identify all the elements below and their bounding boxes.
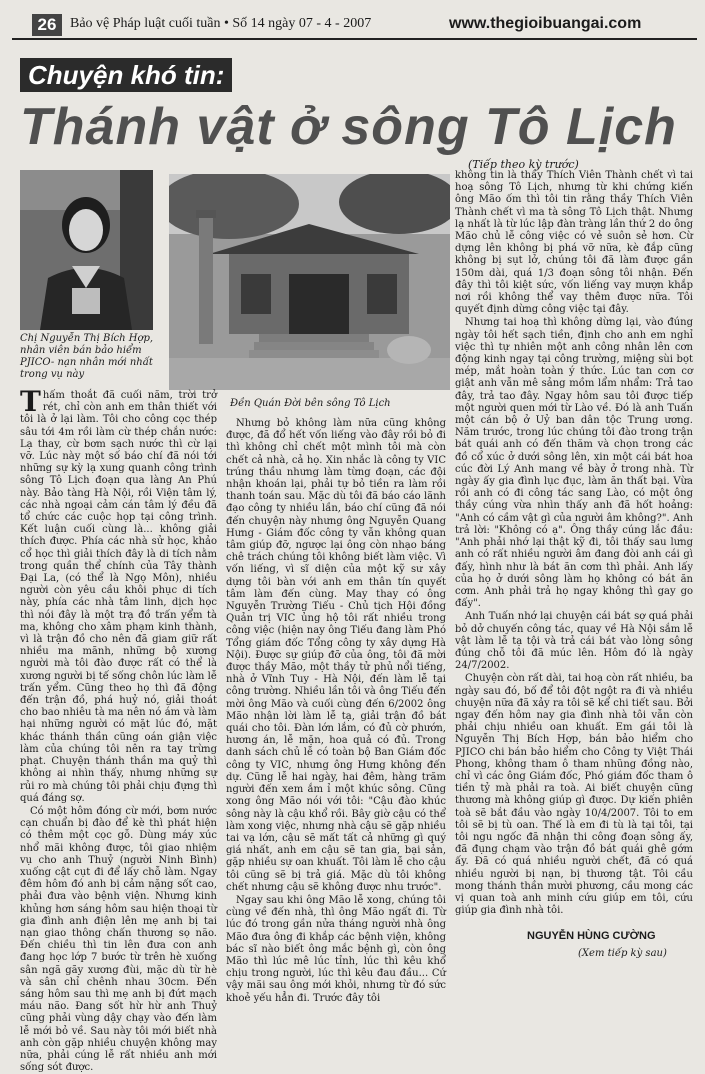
to-be-continued-note: (Xem tiếp kỳ sau) [578,948,667,959]
portrait-photo [20,170,153,330]
column-3-paragraph-2: Nhưng tai hoạ thì không dừng lại, vào đúng ngày tôi hết sạch tiền, định cho anh em nghỉ việc thì tự nhiên một anh công nhân lên cơn động kinh ngay tại công trường, miệng sùi bọt mép, mắt hoàn toàn ý thức. Lúc tan cơn cơ giật anh vẫn mê sảng mồm lẩm nhẩm: Trả tao đây, trả tao đây. Ngay hôm sau tôi được tiếp một người quen mới từ Lào về. Đó là anh Tuấn một cán bộ ở Uỷ ban dân tộc Trung ương. Năm trước, trong lúc chúng tôi đào trong trận bát quái anh có đến thăm và chọn trong các đồ cổ xúc ở dưới sông lên, xin một cái bát hoa cúc đời Lý Anh mang về bày ở trong nhà. Từ ngày ấy gia đình lục đục, làm ăn thất bại. Vừa rồi anh có đi công tác sang Lào, có một ông thầy cúng vừa nhìn thấy anh đã hốt hoảng: "Anh có cầm vật gì của người âm không?". Anh trả lời: "Không có ạ". Ông thầy cúng lắc đầu: "Anh phải nhớ lại thật kỹ đi, tôi thấy sau lưng anh có rất nhiều người âm đang đòi anh cái gì đấy, hình như là bát ăn cơm thì phải. Anh lấy của họ ở dưới sông làm họ không có bát ăn cơm. Anh phải trả họ ngay không thì gay go đấy". [455,317,693,610]
continued-note: (Tiếp theo kỳ trước) [468,158,579,171]
column-2-paragraph-1: Nhưng bỏ không làm nữa cũng không được, đã đổ hết vốn liếng vào đây rồi bỏ đi thì không chỉ chết một mình tôi mà còn chết cả nhà, cả họ. Xin nhắc là công ty VIC trúng thầu nhưng làm từng đoạn, các đội nhận khoán lại, phải tự bỏ tiền ra làm rồi thanh toán sau. Mặc dù tôi đã báo cáo lãnh đạo công ty nhiều lần, báo chí cũng đã nói đến chuyện này nhưng ông Nguyễn Quang Hưng - Giám đốc công ty vẫn không quan tâm giúp đỡ, ngược lại ông còn nhạo báng chê trách chúng tôi không biết làm việc. Vì vốn liếng, vì sĩ diện của một kỹ sư xây dựng tôi bàn với anh em thân tín quyết tâm làm đến cùng. May thay có ông Nguyễn Trường Tiếu - Chủ tịch Hội đồng Quản trị VIC ủng hộ tôi rất nhiều trong công việc (hiện nay ông Tiếu đang làm Phó Tổng giám đốc Tổng công ty xây dựng Hà Nội). Được sự giúp đỡ của ông, tôi đã mời được thầy Mão, một thầy tử phủ nổi tiếng, nhà ở Vĩnh Tuy - Hà Nội, đến làm lễ tại công trường. Nhiều lần tôi và ông Tiếu đến mời ông Mão và cuối cùng đến 6/2002 ông Mão nhận lời làm lễ tạ, giải trận đồ bát quái cho tôi. Đàn lớn lắm, có đủ cờ phướn, hương án, lễ mặn, hoa quả có đủ. Trong danh sách chủ lễ có toàn bộ Ban Giám đốc công ty VIC, nhưng ông Hưng không đến dự. Cũng lễ hai ngày, hai đêm, hàng trăm người đến xem ắm ỉ một khúc sông. Cũng xong ông Mão nói với tôi: "Cậu đào khúc sông này là cậu khổ rồi. Bây giờ cậu có thể làm xong việc, nhưng nhà cậu sẽ gặp nhiều tai vạ lớn, cậu sẽ mất tất cả những gì quý giá nhất, anh em cậu sẽ tan gia, bại sản, gặp nhiều sự oan khuất. Tôi làm lễ cho cậu tôi cũng sẽ bị trả giá. Mặc dù tôi không chết nhưng cậu sẽ không được nhu trước". [226,418,446,893]
page-header [12,10,697,40]
column-1-paragraph-1: hấm thoắt đã cuối năm, trời trở rét, chỉ còn anh em thân thiết với tôi là ở lại làm. Tôi cho công cọc thép sâu tới 4m rồi làm cừ thép chắn nước: Lạ thay, cừ bơm sạch nước thì cừ lại vỡ. Lúc này một số báo chí đã nói tới những sự kỳ lạ xung quanh công trình sông Tô Lịch đoạn qua làng An Phú này. Bảo tàng Hà Nội, rồi Viện tâm lý, các nhà ngoại cảm cán tâm lý đều đã tổ chức các cuộc họp tại công trình. Kết luận cuối cùng là... không giải thích được. Phía các nhà sử học, khảo cổ học thì giải thích đây là di tích nằm trong quần thể chính của Tây thành Đại La, (có thể là Ngọ Môn), nhiều người còn yêu cầu khôi phục di tích này, phía các nhà tâm linh, dịch học thì nói đây là một trạ đồ trấn yểm tà ma, không cho xâm phạm kinh thành, vì là trận đồ cho nên đã giam giữ rất nhiều ma mãnh, những bộ xương người mà tôi đào được rất có thể là xương người bị tế sống chôn lúc làm lễ trấn yểm. Cũng theo họ thì đã động đến trận đồ, phá huỷ nó, giải thoát cho bao nhiêu tà ma nên nó ám và làm hại những người có mặt lúc đó, mặt khác thánh thần cũng oán giận việc làm của chúng tôi nên ra tay trừng phạt. Chuyện thánh thần ma quỷ thì không ai nhìn thấy, nhưng những sự rủi ro mà chúng tôi phải chịu đựng thì quá đáng sợ. [20,390,217,804]
temple-caption: Đền Quán Đời bên sông Tô Lịch [230,398,391,409]
article-title: Thánh vật ở sông Tô Lịch [20,98,677,156]
portrait-photo-illustration [20,170,153,330]
article-column-2 [226,418,446,1004]
column-1-paragraph-2: Có một hôm đóng cừ mới, bơm nước cạn chuẩn bị đào để kè thì phát hiện có thêm một cọc gỗ. Dùng máy xúc nhổ mãi không được, tôi giao nhiệm vụ cho anh Thuỷ (người Ninh Bình) xuống cật cụt đi để lấy chỗ làm. Ngay đêm hôm đó anh bị cảm nặng sốt cao, phải đưa vào bệnh viện. Nhưng kinh khủng hơn sáng hôm sau hiện thoại từ gia đình anh điện lên mẹ anh bị tai nạn giao thông chấn thương sọ não. Đến chiều thì tin lên đưa con anh đang học lớp 7 bước từ trên hè xuống sân ngã gãy xương đùi, mặc dù từ hè và sân chỉ chênh nhau 30cm. Đến sáng hôm sau thì mẹ anh bị đứt mạch máu não. Đang sốt hừ hừ anh Thuỷ cũng phải vùng dậy chạy vào đến làm lễ mới bỏ về. Sau này tôi mới biết nhà anh còn gặp nhiều chuyện không may nữa, phải cúng lễ rất nhiều anh mới sống sót được. [20,805,217,1074]
temple-photo [169,174,450,390]
drop-cap: T [20,385,41,418]
publication-line: Bảo vệ Pháp luật cuối tuần • Số 14 ngày 07 - 4 - 2007 [70,16,372,31]
column-3-paragraph-3: Anh Tuấn nhớ lại chuyện cái bát sợ quá phải bỏ dở chuyến công tác, quay về Hà Nội sắm lễ vật làm lễ tạ tội và trả cái bát vào lòng sông đúng chỗ tôi đã múc lên. Hôm đó là ngày 24/7/2002. [455,611,693,672]
column-3-paragraph-1: không tin là thầy Thích Viên Thành chết vì tai hoạ sông Tô Lịch, nhưng từ khi chứng kiến ông Mão ốm thì tôi tin rằng thầy Thích Viên Thành chết vì ma tà sông Tô Lịch thật. Nhưng lạ nhất là từ lúc lập đàn tràng lần thứ 2 do ông Mão chủ lễ công việc có vẻ suôn sẻ hơn. Cừ dựng lên không bị phá vỡ nữa, kè đắp cũng không bị sụt lở, chúng tôi đã làm được gần 150m dài, quá 1/3 đoạn sông tôi nhận. Đến đây thì tôi kiệt sức, vốn liếng vay mượn khắp nơi rồi không thể vay thêm được nữa. Tôi quyết định dừng công việc tại đây. [455,170,693,316]
page-number: 26 [32,14,62,36]
author-byline: NGUYỄN HÙNG CƯỜNG [527,930,656,942]
article-column-1 [20,385,217,1074]
article-kicker: Chuyện khó tin: [20,58,232,92]
article-column-3 [455,170,693,917]
website-url: www.thegioibuangai.com [449,15,642,32]
temple-photo-illustration [169,174,450,390]
column-3-paragraph-4: Chuyện còn rất dài, tai hoạ còn rất nhiều, ba ngày sau đó, bố để tôi đột ngột ra đi và nhiều chuyện nữa đã xảy ra tôi sẽ kể chi tiết sau. Bởi ngay đến hôm nay gia đình nhà tôi vẫn còn phải chịu nhiều oan khuất. Em gái tôi là Nguyễn Thị Bích Hợp, bán bảo hiểm cho PJICO chi bán bảo hiểm cho Công ty Việt Thái Phong, không tham ô tham nhũng đồng nào, chỉ vì các ông Giám đốc, Phó giám đốc tham ô tiền tỷ mà phải ra toà. Ai biết chuyện cũng thương mà không giúp gì được. Dự kiến phiên toà sẽ bắt đầu vào ngày 10/4/2007. Tôi to em tôi sẽ bị tù oan. Thế là em đi tù là tại tôi, tại tôi ngu ngốc đã nhận thi công đoạn sông ấy, đã đụng chạm vào trận đồ bát quái ghê gớm ấy. Đã có quá nhiều người chết, đã có quá nhiều người bị nạn, bị thương tật. Tôi cầu mong thánh thần mười phương, cầu mong các vị quan toà anh minh cứu giúp em tôi, cứu giúp gia đình nhà tôi. [455,673,693,917]
portrait-caption: Chị Nguyễn Thị Bích Hợp, nhân viên bán bảo hiểm PJICO- nạn nhân mới nhất trong vụ này [20,333,154,380]
column-2-paragraph-2: Ngay sau khi ông Mão lễ xong, chúng tôi cùng về đến nhà, thì ông Mão ngất đi. Từ lúc đó trong gần nửa tháng người nhà ông Mão đưa ông đi khắp các bệnh viện, không bác sĩ nào biết ông mắc bệnh gì, còn ông Mão thì lúc mê lúc tỉnh, lúc thì kêu khổ chịu trong người, lúc thì kêu đau đầu... Cứ vậy mãi sau ông mới khỏi, nhưng từ đó sức khoẻ yếu hẳn đi. Trước đây tôi [226,894,446,1004]
